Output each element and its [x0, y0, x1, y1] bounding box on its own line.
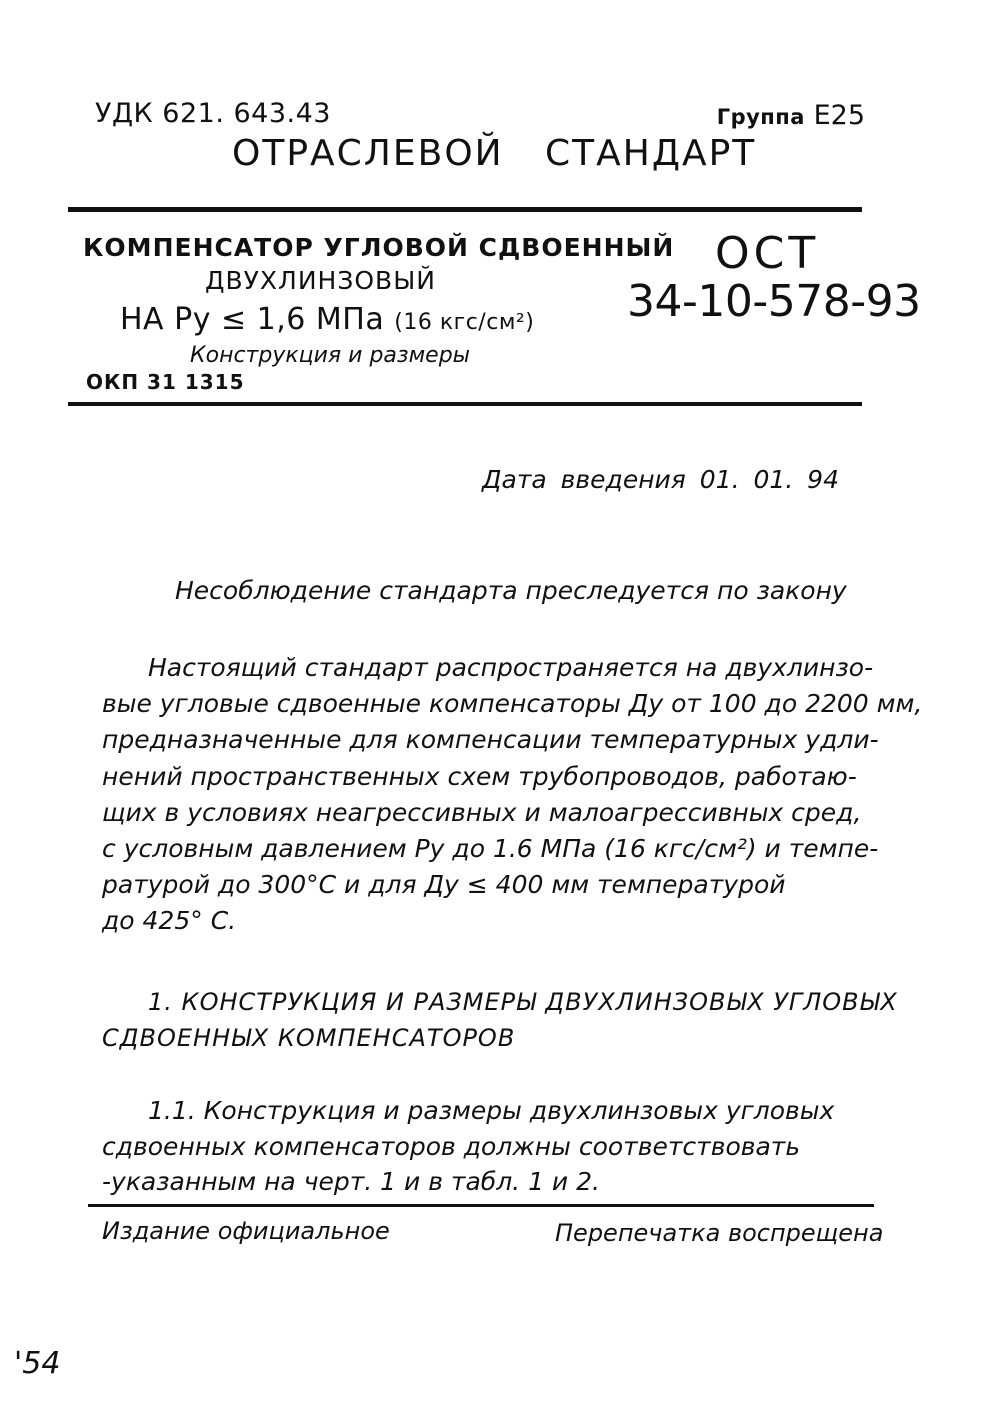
group-code-value: Е25 [813, 100, 865, 131]
ost-label: ОСТ [715, 228, 820, 279]
intro-line: до 425° С. [102, 906, 237, 936]
reprint-prohibited-note: Перепечатка воспрещена [555, 1219, 884, 1247]
section-heading [102, 984, 898, 1056]
subsection-line: -указанным на черт. 1 и в табл. 1 и 2. [102, 1167, 600, 1196]
group-code [717, 100, 865, 131]
heading-standard: СТАНДАРТ [545, 133, 757, 174]
page-number: '54 [14, 1346, 61, 1381]
subsection-line: сдвоенных компенсаторов должны соответствовать [102, 1131, 801, 1161]
product-pressure-line [120, 302, 534, 337]
udk-code: УДК 621. 643.43 [95, 98, 331, 129]
group-prefix: Группа [716, 105, 805, 129]
section-heading-line: 1. КОНСТРУКЦИЯ И РАЗМЕРЫ ДВУХЛИНЗОВЫХ УГЛОВЫХ [148, 988, 898, 1016]
top-divider [68, 207, 862, 212]
intro-line: нений пространственных схем трубопроводов, работаю- [102, 761, 857, 791]
product-title-line1: КОМПЕНСАТОР УГЛОВОЙ СДВОЕННЫЙ [83, 233, 675, 262]
product-title-line2: ДВУХЛИНЗОВЫЙ [205, 266, 436, 295]
section-heading-line: СДВОЕННЫХ КОМПЕНСАТОРОВ [102, 1024, 516, 1052]
footer-divider [88, 1204, 874, 1207]
ost-number: 34-10-578-93 [627, 276, 921, 327]
official-edition-note: Издание официальное [102, 1217, 390, 1245]
pressure-paren: (16 кгс/см²) [394, 310, 535, 335]
subsection-paragraph [102, 1093, 892, 1200]
introduction-date: Дата введения 01. 01. 94 [482, 465, 839, 494]
intro-line: предназначенные для компенсации температурных удли- [102, 725, 879, 755]
pressure-main: НА Ру ≤ 1,6 МПа [120, 302, 385, 337]
law-notice: Несоблюдение стандарта преследуется по закону [175, 576, 847, 605]
intro-line: вые угловые сдвоенные компенсаторы Ду от 100 до 2200 мм, [102, 689, 923, 719]
title-divider [68, 402, 862, 406]
subsection-line: 1.1. Конструкция и размеры двухлинзовых угловых [148, 1096, 835, 1125]
intro-line: с условным давлением Ру до 1.6 МПа (16 кгс/см²) и темпе- [102, 834, 879, 864]
product-subtitle: Конструкция и размеры [190, 343, 471, 368]
intro-line: щих в условиях неагрессивных и малоагрессивных сред, [102, 797, 862, 827]
intro-paragraph [102, 650, 923, 940]
heading-industry: ОТРАСЛЕВОЙ [232, 133, 504, 174]
intro-line: Настоящий стандарт распространяется на двухлинзо- [148, 653, 874, 682]
intro-line: ратурой до 300°С и для Ду ≤ 400 мм температурой [102, 870, 786, 900]
okp-code: ОКП 31 1315 [86, 370, 245, 394]
